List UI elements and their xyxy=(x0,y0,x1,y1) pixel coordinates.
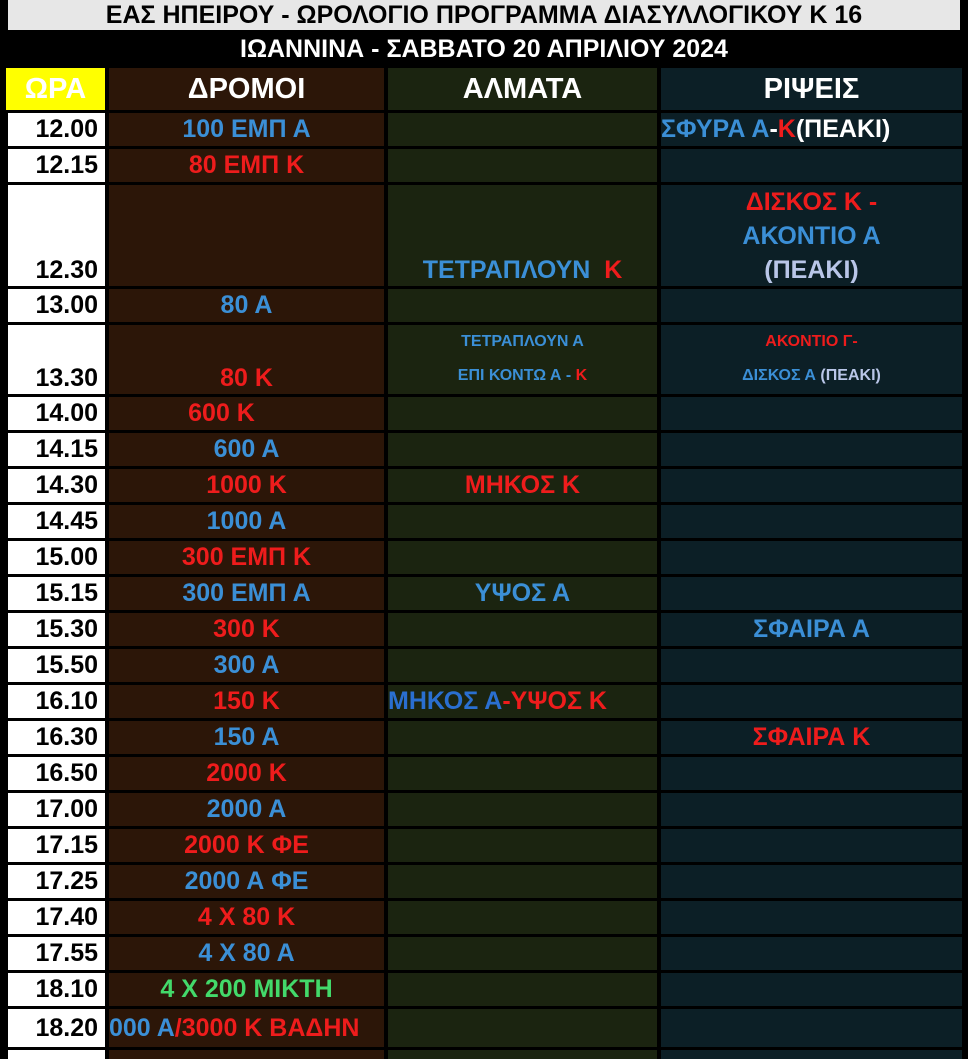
throw-cell-empty xyxy=(661,469,962,502)
time-cell: 15.50 xyxy=(8,649,105,682)
jump-cell-empty xyxy=(388,757,657,790)
run-cell: 2000 Κ xyxy=(109,757,384,790)
jump-cell-empty xyxy=(388,149,657,182)
run-cell: 300 Α xyxy=(109,649,384,682)
time-cell: 12.00 xyxy=(8,113,105,146)
run-cell: 100 ΕΜΠ Α xyxy=(109,113,384,146)
throw-cell-empty xyxy=(661,505,962,538)
run-cell: 600 Κ xyxy=(109,397,384,430)
time-cell: 17.15 xyxy=(8,829,105,862)
run-cell: 4 Χ 80 Α xyxy=(109,937,384,970)
event-text: ΕΠΙ ΚΟΝΤΩ Α - xyxy=(457,367,572,384)
throw-cell: ΣΦΑΙΡΑ Α xyxy=(661,613,962,646)
run-cell: 80 Α xyxy=(109,289,384,322)
jump-cell-empty xyxy=(388,505,657,538)
jump-cell-tetraploun-polevault xyxy=(388,325,657,394)
jump-cell-empty xyxy=(388,937,657,970)
jump-cell-empty xyxy=(388,113,657,146)
time-cell: 17.55 xyxy=(8,937,105,970)
event-text: (ΠΕΑΚΙ) xyxy=(795,115,891,143)
run-cell: 300 ΕΜΠ Α xyxy=(109,577,384,610)
run-cell: 300 Κ xyxy=(109,613,384,646)
jump-cell-long-high xyxy=(388,685,657,718)
event-text xyxy=(109,1014,360,1043)
time-cell: 16.30 xyxy=(8,721,105,754)
event-text: - xyxy=(502,687,511,715)
throw-cell: ΣΦΑΙΡΑ Κ xyxy=(661,721,962,754)
run-cell: 2000 Κ ΦΕ xyxy=(109,829,384,862)
time-cell: 12.30 xyxy=(8,185,105,286)
column-header-throws: ΡΙΨΕΙΣ xyxy=(661,68,962,110)
throw-cell-empty xyxy=(661,829,962,862)
jump-cell-empty xyxy=(388,1050,657,1059)
column-header-time: ΩΡΑ xyxy=(6,68,105,110)
event-text: Κ xyxy=(575,367,588,384)
jump-cell: ΥΨΟΣ Α xyxy=(388,577,657,610)
time-cell: 17.00 xyxy=(8,793,105,826)
time-cell: 15.30 xyxy=(8,613,105,646)
event-text: ΥΨΟΣ Κ xyxy=(510,687,607,715)
time-cell: 18.20 xyxy=(8,1009,105,1047)
throw-cell-empty xyxy=(661,793,962,826)
column-header-jumps: ΑΛΜΑΤΑ xyxy=(388,68,657,110)
throw-cell-empty xyxy=(661,649,962,682)
run-cell-empty xyxy=(109,1050,384,1059)
jump-cell-empty xyxy=(388,865,657,898)
jump-cell-empty xyxy=(388,613,657,646)
run-cell: 300 ΕΜΠ Κ xyxy=(109,541,384,574)
run-cell: 4 Χ 200 ΜΙΚΤΗ xyxy=(109,973,384,1006)
throw-cell-empty xyxy=(661,1050,962,1059)
jump-cell-empty xyxy=(388,541,657,574)
event-text: (ΠΕΑΚΙ) xyxy=(815,367,881,384)
throw-cell-empty xyxy=(661,901,962,934)
jump-cell-tetraploun-k xyxy=(388,185,657,286)
event-text: Κ xyxy=(777,115,796,143)
event-text: ΑΚΟΝΤΙΟ Γ- xyxy=(765,333,858,350)
throw-cell-empty xyxy=(661,149,962,182)
time-cell: 12.15 xyxy=(8,149,105,182)
time-cell: 14.30 xyxy=(8,469,105,502)
event-text: 000 Α xyxy=(109,1013,175,1042)
time-cell: 13.00 xyxy=(8,289,105,322)
time-cell: 14.00 xyxy=(8,397,105,430)
jump-cell-empty xyxy=(388,829,657,862)
run-cell: 150 Α xyxy=(109,721,384,754)
event-text: ΣΦΥΡΑ Α xyxy=(661,115,770,143)
throw-cell-discus-javelin xyxy=(661,185,962,286)
run-cell: 80 Κ xyxy=(109,325,384,394)
throw-cell-empty xyxy=(661,397,962,430)
run-cell: 4 Χ 80 Κ xyxy=(109,901,384,934)
column-header-runs: ΔΡΟΜΟΙ xyxy=(109,68,384,110)
time-cell: 16.10 xyxy=(8,685,105,718)
run-cell-empty xyxy=(109,185,384,286)
throw-cell-empty xyxy=(661,541,962,574)
jump-cell-empty xyxy=(388,1009,657,1047)
throw-cell-empty xyxy=(661,757,962,790)
page-subtitle: ΙΩΑΝΝΙΝΑ - ΣΑΒΒΑΤΟ 20 ΑΠΡΙΛΙΟΥ 2024 xyxy=(8,33,960,65)
time-cell: 14.15 xyxy=(8,433,105,466)
throw-cell-empty xyxy=(661,433,962,466)
event-text: /3000 Κ ΒΑΔΗΝ xyxy=(174,1013,360,1042)
event-text: ΜΗΚΟΣ Α xyxy=(388,687,503,715)
event-text: ΑΚΟΝΤΙΟ Α xyxy=(742,222,881,250)
event-text: - xyxy=(769,115,778,143)
jump-cell-empty xyxy=(388,433,657,466)
run-cell: 600 Α xyxy=(109,433,384,466)
event-text: (ΠΕΑΚΙ) xyxy=(764,256,859,284)
throw-cell-empty xyxy=(661,973,962,1006)
throw-cell-hammer xyxy=(661,113,962,146)
run-cell: 2000 Α ΦΕ xyxy=(109,865,384,898)
jump-cell-empty xyxy=(388,721,657,754)
jump-cell-empty xyxy=(388,973,657,1006)
jump-cell-empty xyxy=(388,901,657,934)
time-cell: 16.50 xyxy=(8,757,105,790)
page-title: ΕΑΣ ΗΠΕΙΡΟΥ - ΩΡΟΛΟΓΙΟ ΠΡΟΓΡΑΜΜΑ ΔΙΑΣΥΛΛΟΓΙΚΟΥ Κ 16 xyxy=(8,0,960,30)
throw-cell-javelin-discus xyxy=(661,325,962,394)
run-cell-race-walk xyxy=(109,1009,384,1047)
jump-cell-empty xyxy=(388,649,657,682)
time-cell xyxy=(8,1050,105,1059)
throw-cell-empty xyxy=(661,1009,962,1047)
throw-cell-empty xyxy=(661,685,962,718)
time-cell: 15.00 xyxy=(8,541,105,574)
time-cell: 13.30 xyxy=(8,325,105,394)
event-text: ΔΙΣΚΟΣ Κ - xyxy=(745,188,878,216)
throw-cell-empty xyxy=(661,937,962,970)
event-text: Κ xyxy=(604,256,623,284)
event-text: ΤΕΤΡΑΠΛΟΥΝ Α xyxy=(461,333,584,350)
throw-cell-empty xyxy=(661,577,962,610)
time-cell: 17.40 xyxy=(8,901,105,934)
time-cell: 18.10 xyxy=(8,973,105,1006)
event-text: ΤΕΤΡΑΠΛΟΥΝ xyxy=(422,256,591,284)
throw-cell-empty xyxy=(661,865,962,898)
time-cell: 14.45 xyxy=(8,505,105,538)
run-cell: 150 Κ xyxy=(109,685,384,718)
time-cell: 17.25 xyxy=(8,865,105,898)
run-cell: 1000 Α xyxy=(109,505,384,538)
run-cell: 2000 Α xyxy=(109,793,384,826)
throw-cell-empty xyxy=(661,289,962,322)
jump-cell-empty xyxy=(388,397,657,430)
jump-cell: ΜΗΚΟΣ Κ xyxy=(388,469,657,502)
jump-cell-empty xyxy=(388,793,657,826)
event-text: ΔΙΣΚΟΣ Α xyxy=(742,367,816,384)
run-cell: 1000 Κ xyxy=(109,469,384,502)
jump-cell-empty xyxy=(388,289,657,322)
run-cell: 80 ΕΜΠ Κ xyxy=(109,149,384,182)
time-cell: 15.15 xyxy=(8,577,105,610)
